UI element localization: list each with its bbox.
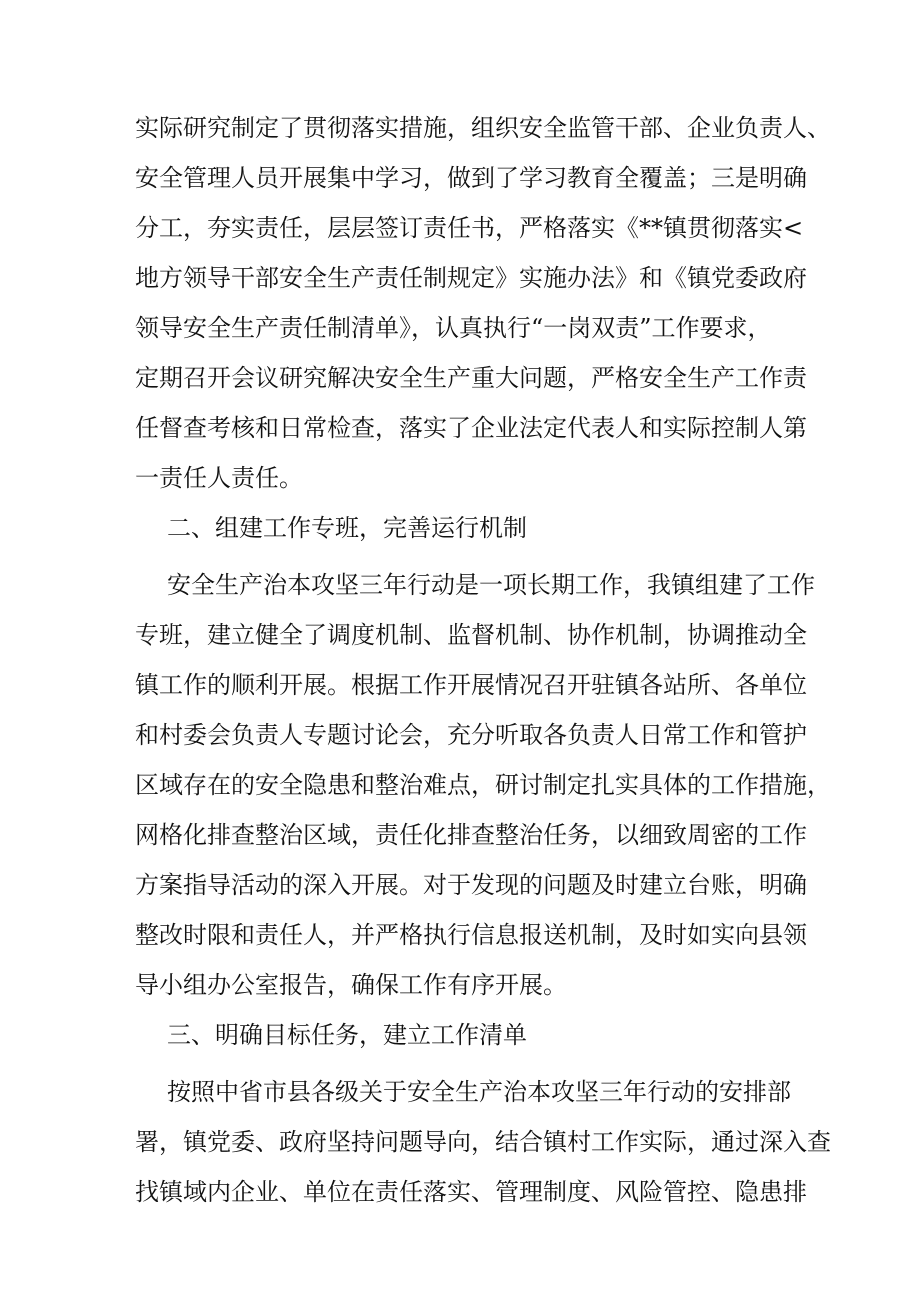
section-heading: 二、组建工作专班，完善运行机制	[167, 514, 527, 542]
text-line: 导小组办公室报告，确保工作有序开展。	[135, 971, 567, 999]
text-line: 找镇域内企业、单位在责任落实、管理制度、风险管控、隐患排	[135, 1178, 807, 1206]
text-line: 任督查考核和日常检查，落实了企业法定代表人和实际控制人第	[135, 414, 807, 442]
text-line: 安全生产治本攻坚三年行动是一项长期工作，我镇组建了工作	[167, 571, 815, 599]
section-heading: 三、明确目标任务，建立工作清单	[167, 1021, 527, 1049]
text-line: 实际研究制定了贯彻落实措施，组织安全监管干部、企业负责人、	[135, 114, 831, 142]
text-line: 方案指导活动的深入开展。对于发现的问题及时建立台账，明确	[135, 871, 807, 899]
text-line: 署，镇党委、政府坚持问题导向，结合镇村工作实际，通过深入查	[135, 1128, 831, 1156]
text-line: 定期召开会议研究解决安全生产重大问题，严格安全生产工作责	[135, 364, 807, 392]
text-line: 整改时限和责任人，并严格执行信息报送机制，及时如实向县领	[135, 921, 807, 949]
text-line: 按照中省市县各级关于安全生产治本攻坚三年行动的安排部	[167, 1078, 791, 1106]
text-line: 区域存在的安全隐患和整治难点，研讨制定扎实具体的工作措施，	[135, 771, 831, 799]
text-line: 一责任人责任。	[135, 464, 303, 492]
text-line: 专班，建立健全了调度机制、监督机制、协作机制，协调推动全	[135, 621, 807, 649]
text-line: 地方领导干部安全生产责任制规定》实施办法》和《镇党委政府	[135, 264, 807, 292]
text-line: 安全管理人员开展集中学习，做到了学习教育全覆盖；三是明确	[135, 164, 807, 192]
text-line: 镇工作的顺利开展。根据工作开展情况召开驻镇各站所、各单位	[135, 671, 807, 699]
text-line: 领导安全生产责任制清单》，认真执行“一岗双责”工作要求，	[135, 314, 772, 342]
text-line: 和村委会负责人专题讨论会，充分听取各负责人日常工作和管护	[135, 721, 807, 749]
text-line: 网格化排查整治区域，责任化排查整治任务，以细致周密的工作	[135, 821, 807, 849]
text-line: 分工，夯实责任，层层签订责任书，严格落实《**镇贯彻落实<	[135, 214, 804, 242]
